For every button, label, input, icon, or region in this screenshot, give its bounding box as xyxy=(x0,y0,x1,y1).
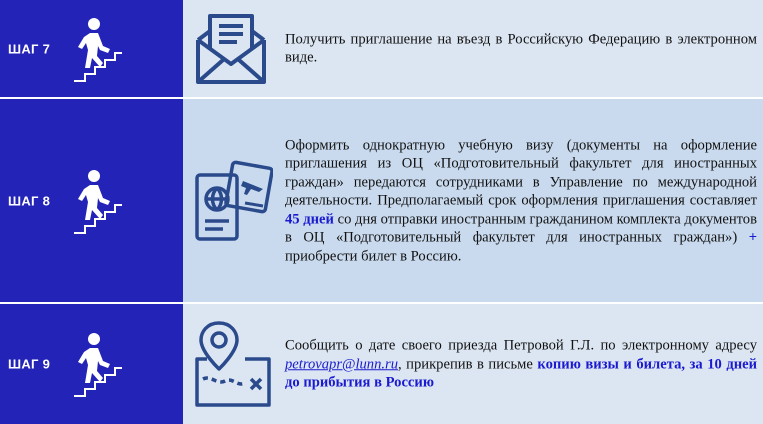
step-content-8 xyxy=(183,99,763,302)
step-cell-7 xyxy=(0,0,183,97)
step-text-9: Сообщить о дате своего приезда Петровой Г.Л. по электронному адресу petrovapr@lunn.ru, прикрепив в письме копию визы и билета, за 10 дней до прибытия в Россию xyxy=(285,337,758,391)
step-text-7: Получить приглашение на въезд в Российскую Федерацию в электронном виде. xyxy=(285,31,757,66)
stairs-climber-icon xyxy=(70,168,124,234)
step-content-7 xyxy=(183,0,763,97)
step-content-9 xyxy=(183,304,763,424)
map-pin-icon xyxy=(193,319,273,409)
email-link[interactable]: petrovapr@lunn.ru xyxy=(285,355,399,372)
envelope-icon xyxy=(193,12,269,86)
step-row-8 xyxy=(0,99,763,302)
step-text-8: Оформить однократную учебную визу (документы на оформление приглашения из ОЦ «Подготовительный факультет для иностранных граждан» передаются сотрудниками в Управление по международной деятельности. Предполагаемый срок оформления приглашения составляет 45 дней со дня отправки иностранным гражданином комплекта документов в ОЦ «Подготовительный факультет для иностранных граждан») + приобрести билет в Россию. xyxy=(285,136,758,264)
deadline-highlight: за 10 дней до прибытия в Россию xyxy=(285,355,758,391)
stairs-climber-icon xyxy=(70,331,124,397)
step-label: ШАГ 9 xyxy=(8,356,51,372)
stairs-climber-icon xyxy=(70,16,124,82)
deadline-highlight: 45 дней xyxy=(285,210,334,227)
step-label: ШАГ 8 xyxy=(8,193,51,208)
plus-sign: + xyxy=(748,229,758,246)
visa-ticket-highlight: копию визы и билета xyxy=(537,355,682,372)
step-row-9 xyxy=(0,304,763,424)
passport-ticket-icon xyxy=(193,159,273,243)
step-row-7 xyxy=(0,0,763,97)
step-label: ШАГ 7 xyxy=(8,41,51,56)
step-cell-8 xyxy=(0,99,183,302)
step-cell-9 xyxy=(0,304,183,424)
